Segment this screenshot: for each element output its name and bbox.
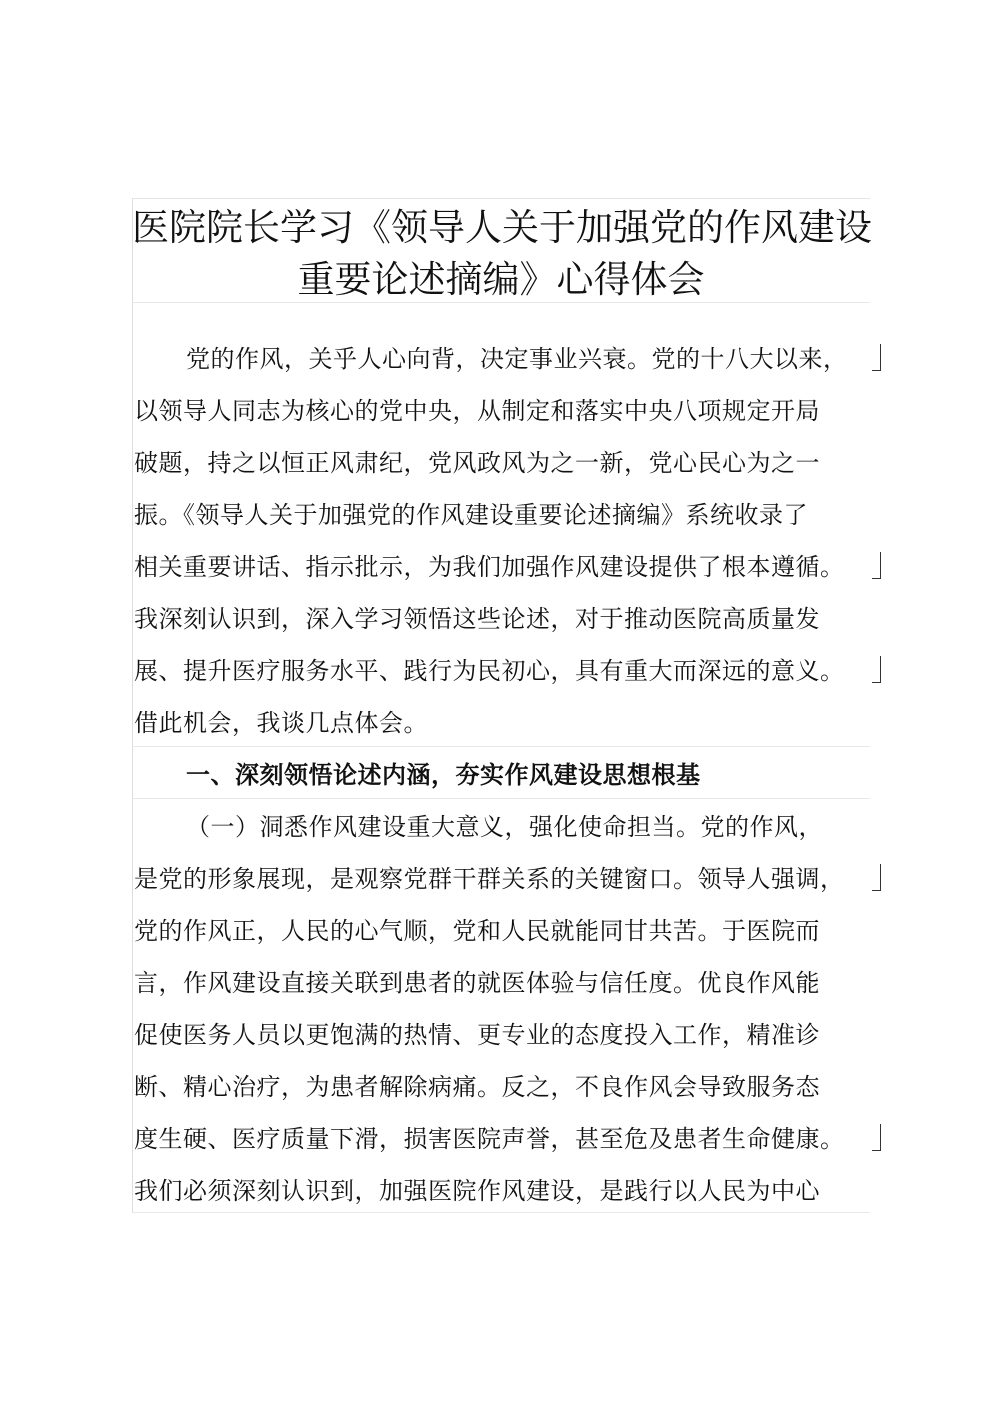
- paragraph-1-line-1: 党的作风，关乎人心向背，决定事业兴衰。党的十八大以来，: [186, 345, 848, 373]
- section-divider: [132, 798, 870, 799]
- paragraph-mark: [872, 552, 881, 579]
- paragraph-mark: [872, 344, 881, 371]
- paragraph-2-line-1: （一）洞悉作风建设重大意义，强化使命担当。党的作风，: [186, 813, 823, 841]
- paragraph-2-line-2: 是党的形象展现，是观察党群干群关系的关键窗口。领导人强调，: [134, 865, 845, 893]
- paragraph-1-line-5: 相关重要讲话、指示批示，为我们加强作风建设提供了根本遵循。: [134, 553, 845, 581]
- title-divider: [132, 302, 870, 303]
- paragraph-2-line-3: 党的作风正，人民的心气顺，党和人民就能同甘共苦。于医院而: [134, 917, 820, 945]
- document-title-line-1: 医院院长学习《领导人关于加强党的作风建设: [132, 206, 872, 249]
- paragraph-1-line-3: 破题，持之以恒正风肃纪，党风政风为之一新，党心民心为之一: [134, 449, 820, 477]
- paragraph-2-line-5: 促使医务人员以更饱满的热情、更专业的态度投入工作，精准诊: [134, 1021, 820, 1049]
- frame-top-line: [132, 198, 870, 199]
- paragraph-2-line-8: 我们必须深刻认识到，加强医院作风建设，是践行以人民为中心: [134, 1177, 820, 1205]
- paragraph-2-line-7: 度生硬、医疗质量下滑，损害医院声誉，甚至危及患者生命健康。: [134, 1125, 845, 1153]
- paragraph-1-line-6: 我深刻认识到，深入学习领悟这些论述，对于推动医院高质量发: [134, 605, 820, 633]
- paragraph-1-line-8: 借此机会，我谈几点体会。: [134, 709, 428, 737]
- paragraph-mark: [872, 656, 881, 683]
- frame-left-line: [132, 198, 133, 1213]
- paragraph-mark: [872, 864, 881, 891]
- section-divider: [132, 746, 870, 747]
- page-bottom-rule: [132, 1212, 870, 1213]
- paragraph-2-line-6: 断、精心治疗，为患者解除病痛。反之，不良作风会导致服务态: [134, 1073, 820, 1101]
- paragraph-mark: [872, 1124, 881, 1151]
- section-heading-1: 一、深刻领悟论述内涵，夯实作风建设思想根基: [186, 761, 701, 789]
- paragraph-1-line-7: 展、提升医疗服务水平、践行为民初心，具有重大而深远的意义。: [134, 657, 845, 685]
- paragraph-1-line-4: 振。《领导人关于加强党的作风建设重要论述摘编》系统收录了: [134, 501, 808, 529]
- document-title-line-2: 重要论述摘编》心得体会: [297, 258, 705, 301]
- paragraph-1-line-2: 以领导人同志为核心的党中央，从制定和落实中央八项规定开局: [134, 397, 820, 425]
- paragraph-2-line-4: 言，作风建设直接关联到患者的就医体验与信任度。优良作风能: [134, 969, 820, 997]
